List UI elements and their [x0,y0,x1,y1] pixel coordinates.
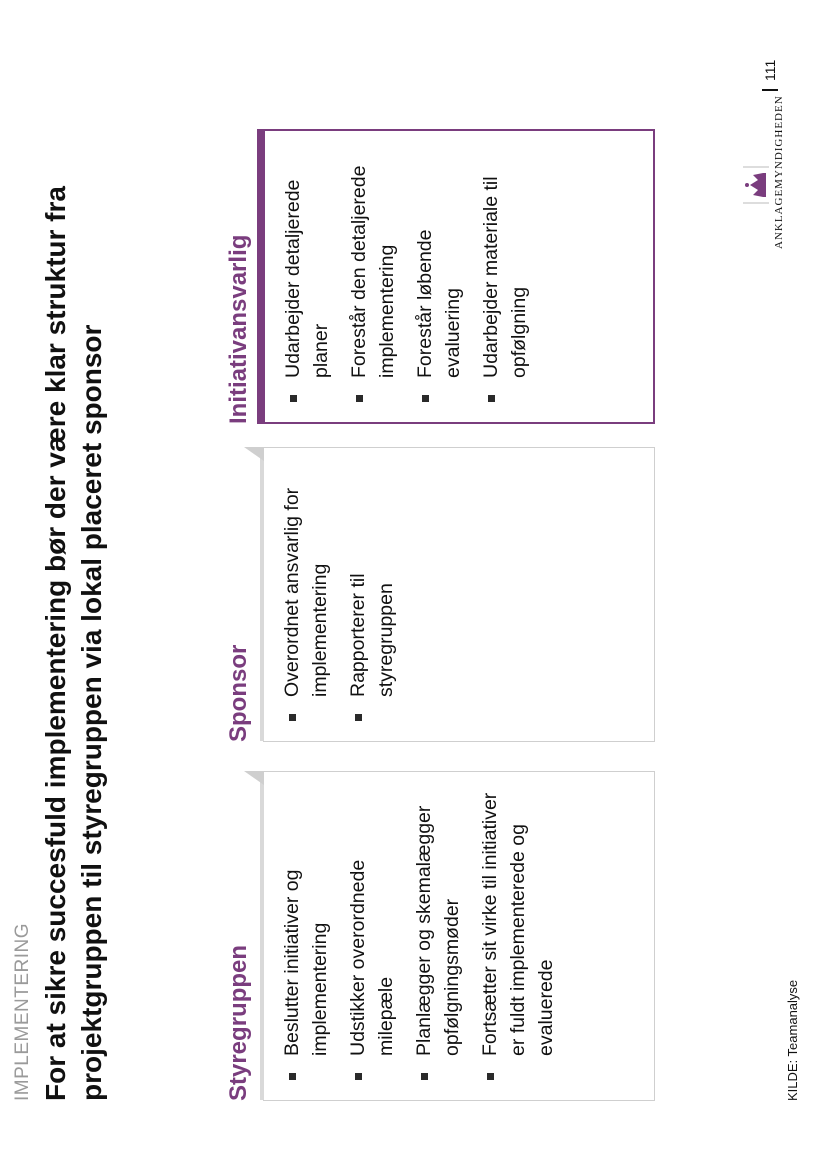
square-bullet-icon [290,395,297,402]
list-item-text: Overordnet ansvarlig for implementering [281,487,331,697]
column-styregruppen [225,771,655,1101]
square-bullet-icon [289,714,296,721]
column-sponsor [225,447,655,742]
list-item [410,788,466,1084]
logo-text: ANKLAGEMYNDIGHEDEN [773,95,785,249]
list-item [344,464,400,725]
column-box [263,447,655,742]
square-bullet-icon [356,395,363,402]
square-bullet-icon [422,395,429,402]
list-item [279,147,335,406]
list-item-text: Fortsætter sit virke til initiativer er fuldt implementerede og evaluerede [479,792,557,1056]
square-bullet-icon [355,1073,362,1080]
list-item [477,147,533,406]
bullet-list [264,448,400,741]
list-item [345,147,401,406]
bullet-list [264,772,560,1100]
square-bullet-icon [487,1073,494,1080]
list-item-text: Udstikker overordnede milepæle [347,859,397,1056]
list-item [344,788,400,1084]
bullet-list [265,131,533,422]
list-item-text: Udarbejder detaljerede planer [282,179,332,378]
square-bullet-icon [289,1073,296,1080]
list-item-text: Udarbejder materiale til opfølgning [480,176,530,378]
list-item [278,788,334,1084]
list-item [278,464,334,725]
list-item-text: Rapporterer til styregruppen [347,573,397,697]
column-box-highlighted [263,129,655,424]
list-item [476,788,560,1084]
square-bullet-icon [421,1073,428,1080]
list-item [411,147,467,406]
list-item-text: Planlægger og skemalægger opfølgningsmøder [413,805,463,1056]
column-heading: Sponsor [225,644,252,742]
source-note: KILDE: Teamanalyse [785,979,800,1101]
square-bullet-icon [488,395,495,402]
section-label: IMPLEMENTERING [12,922,33,1101]
column-heading: Styregruppen [225,944,252,1101]
list-item-text: Beslutter initiativer og implementering [281,869,331,1056]
page-title: For at sikre succesfuld implementering bør der være klar struktur fra projektgruppen til styregruppen via lokal placeret sponsor [40,186,107,1101]
column-box [263,771,655,1101]
crown-logo-icon [741,165,771,205]
column-initiativansvarlig [225,129,655,424]
column-heading: Initiativansvarlig [225,234,252,424]
page-number: 111 [762,60,778,91]
square-bullet-icon [355,714,362,721]
list-item-text: Forestår løbende evaluering [414,229,464,378]
logo [735,95,795,249]
list-item-text: Forestår den detaljerede implementering [348,165,398,378]
